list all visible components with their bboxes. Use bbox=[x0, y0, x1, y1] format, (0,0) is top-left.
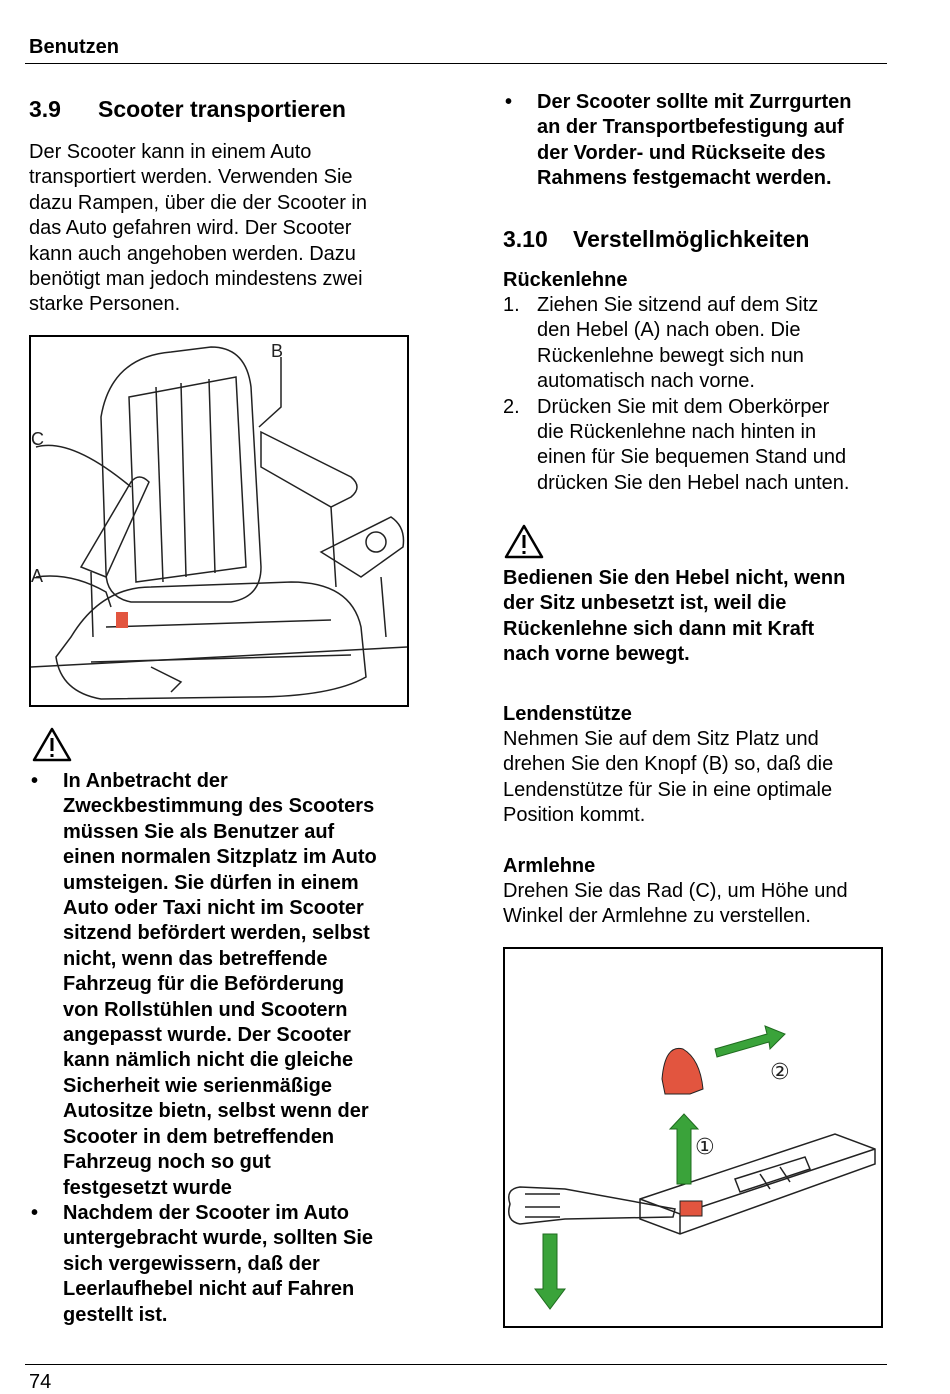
section-title: Scooter transportieren bbox=[98, 96, 346, 122]
label-step-one: ① bbox=[695, 1135, 715, 1160]
seat-illustration bbox=[29, 335, 409, 707]
transport-warnings-list bbox=[29, 769, 419, 1328]
running-header: Benutzen bbox=[29, 36, 119, 58]
section-number: 3.10 bbox=[503, 226, 548, 252]
left-column bbox=[29, 94, 419, 1326]
warning-icon bbox=[504, 524, 544, 560]
lumbar-heading: Lendenstütze bbox=[503, 703, 632, 725]
label-a: A bbox=[31, 566, 44, 586]
section-heading-3-10 bbox=[503, 224, 809, 254]
list-item: • Nachdem der Scooter im Auto untergebracht wurde, sollten Sie sich vergewissern, daß der Leerlaufhebel nicht auf Fahren gestellt ist. bbox=[31, 1201, 374, 1326]
backrest-steps bbox=[503, 293, 898, 496]
tie-down-bullet bbox=[503, 90, 898, 192]
armrest-heading: Armlehne bbox=[503, 855, 596, 877]
label-b: B bbox=[271, 341, 284, 361]
armrest-text: Drehen Sie das Rad (C), um Höhe und Winkel der Armlehne zu verstellen. bbox=[503, 880, 848, 928]
list-item: 1. Ziehen Sie sitzend auf dem Sitz den Hebel (A) nach oben. Die Rückenlehne bewegt sich nun automatisch nach vorne. bbox=[503, 294, 819, 393]
list-item: • In Anbetracht der Zweckbestimmung des Scooters müssen Sie als Benutzer auf einen normalen Sitzplatz im Auto umsteigen. Sie dürfen in einem Auto oder Taxi nicht im Scooter sitzend befördert werden, selbst nicht, wenn das betreffende Fahrzeug für die Beförderung von Rollstühlen und Scootern angepasst wurde. Der Scooter kann nämlich nicht die gleiche Sicherheit wie serienmäßige Autositze bietn, selbst wenn der Scooter in dem betreffenden Fahrzeug noch so gut festgesetzt wurde bbox=[31, 770, 377, 1199]
backrest-heading: Rückenlehne bbox=[503, 269, 628, 291]
page-number: 74 bbox=[29, 1371, 52, 1393]
lumbar-text: Nehmen Sie auf dem Sitz Platz und drehen Sie den Knopf (B) so, daß die Lendenstütze für Sie in eine optimale Position kommt. bbox=[503, 728, 834, 827]
intro-paragraph: Der Scooter kann in einem Auto transportiert werden. Verwenden Sie dazu Rampen, über die der Scooter in das Auto gefahren wird. Der Scooter kann auch angehoben werden. Dazu benötigt man jedoch mindestens zwei starke Personen. bbox=[29, 141, 367, 316]
section-title: Verstellmöglichkeiten bbox=[573, 226, 810, 252]
section-number: 3.9 bbox=[29, 96, 61, 122]
list-item: • Der Scooter sollte mit Zurrgurten an der Transportbefestigung auf der Vorder- und Rückseite des Rahmens festgemacht werden. bbox=[505, 91, 852, 190]
header-rule bbox=[25, 63, 887, 64]
label-step-two: ② bbox=[770, 1060, 790, 1085]
lever-warning-text: Bedienen Sie den Hebel nicht, wenn der Sitz unbesetzt ist, weil die Rückenlehne sich dann mit Kraft nach vorne bewegt. bbox=[503, 567, 846, 666]
footer-rule bbox=[25, 1364, 887, 1365]
label-c: C bbox=[31, 429, 44, 449]
lever-illustration bbox=[503, 947, 883, 1328]
warning-icon bbox=[32, 727, 72, 763]
right-column bbox=[503, 90, 898, 1160]
list-item: 2. Drücken Sie mit dem Oberkörper die Rückenlehne nach hinten in einen für Sie bequemen Stand und drücken Sie den Hebel nach unten. bbox=[503, 395, 850, 494]
section-heading-3-9 bbox=[29, 94, 419, 124]
